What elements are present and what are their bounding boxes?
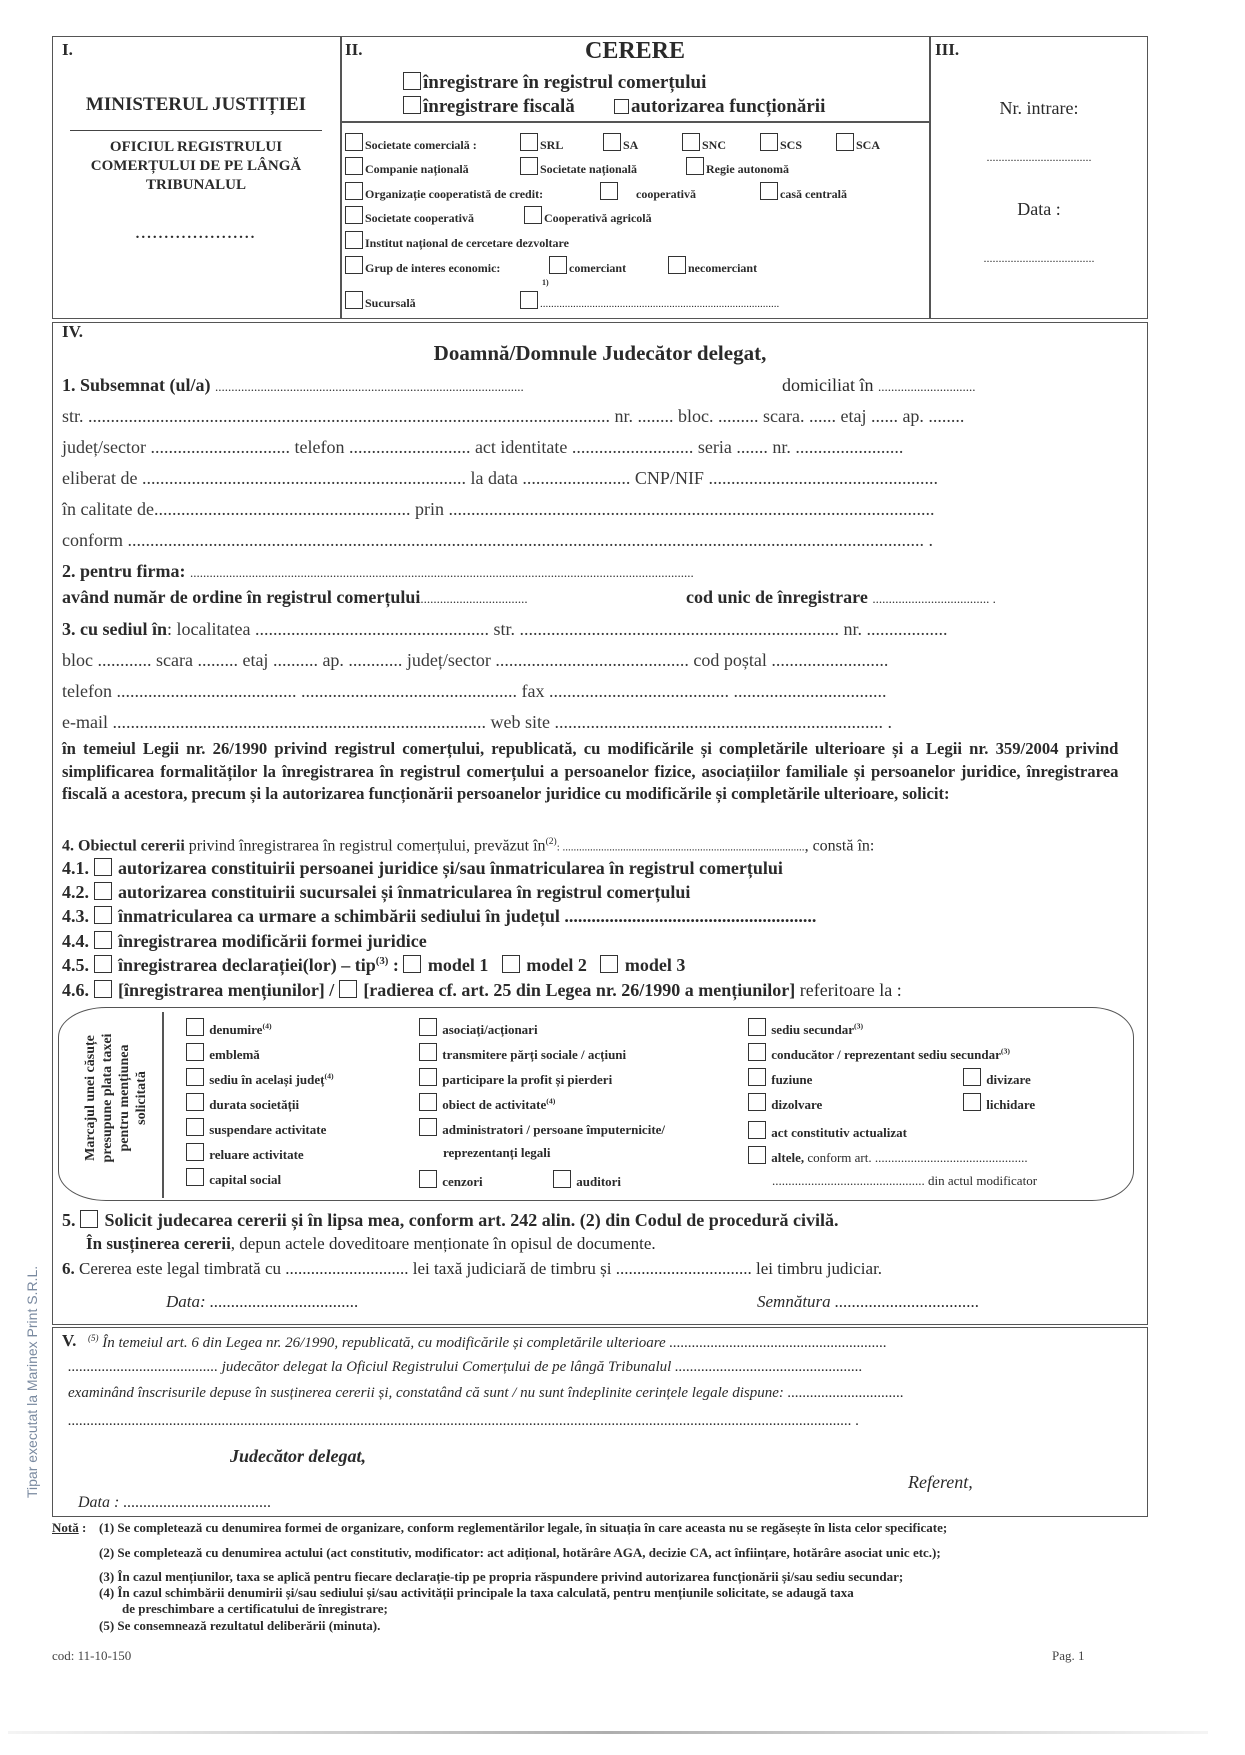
checkbox[interactable] <box>553 1170 571 1188</box>
judge-delegate: Judecător delegat, <box>230 1446 366 1466</box>
mention-denumire[interactable]: denumire$^{(4)}$ <box>186 1018 272 1038</box>
printer-credit: Tipar executat la Marinex Print S.R.L. <box>24 1265 40 1498</box>
checkbox[interactable] <box>94 980 112 998</box>
section-v-line-1[interactable]: $^{(5)}$ În temeiul art. 6 din Legea nr. 26/1990, republicată, cu modificările și completările ulterioare .......................................................... <box>88 1333 887 1351</box>
mention-lichidare[interactable]: lichidare <box>963 1093 1035 1113</box>
data-field[interactable]: ..................................... <box>983 251 1095 265</box>
office-line-2: COMERȚULUI DE PE LÂNGĂ <box>90 158 302 174</box>
entity-sa[interactable]: SA <box>603 133 638 153</box>
note-4-cont: de preschimbare a certificatului de înregistrare; <box>122 1601 388 1616</box>
checkbox[interactable] <box>186 1068 204 1086</box>
checkbox[interactable] <box>748 1121 766 1139</box>
item-4-2[interactable]: 4.2. autorizarea constituirii sucursalei și înmatricularea în registrul comerțului <box>62 882 691 902</box>
checkbox[interactable] <box>94 882 112 900</box>
field-domiciliat[interactable]: domiciliat în .............................. <box>782 375 976 395</box>
checkbox[interactable] <box>94 858 112 876</box>
checkbox[interactable] <box>419 1018 437 1036</box>
checkbox[interactable] <box>760 182 778 200</box>
mention-durata[interactable]: durata societății <box>186 1093 299 1113</box>
section-i-label: I. <box>62 40 73 59</box>
checkbox[interactable] <box>748 1068 766 1086</box>
field-email-web[interactable]: e-mail ................................................................................... web site ......................................................................... . <box>62 712 892 732</box>
entity-comerciant[interactable]: comerciant <box>549 256 626 276</box>
checkbox[interactable] <box>345 133 363 151</box>
mention-reprezentanti: reprezentanți legali <box>443 1145 551 1160</box>
item-5-judgement-absence[interactable]: 5. Solicit judecarea cererii și în lipsa mea, conform art. 242 alin. (2) din Codul de procedură civilă. <box>62 1210 839 1230</box>
mention-suspendare[interactable]: suspendare activitate <box>186 1118 326 1138</box>
checkbox[interactable] <box>603 133 621 151</box>
checkbox[interactable] <box>686 157 704 175</box>
checkbox[interactable] <box>600 955 618 973</box>
request-type-registration[interactable]: înregistrare în registrul comerțului <box>403 72 706 94</box>
entity-organizatie-cooperatista[interactable]: Organizație cooperatistă de credit: <box>345 182 543 202</box>
referent: Referent, <box>908 1472 973 1492</box>
mention-participare[interactable]: participare la profit și pierderi <box>419 1068 612 1088</box>
date-field[interactable]: Data: ................................... <box>166 1292 359 1311</box>
entity-sucursala[interactable]: Sucursală <box>345 291 416 311</box>
checkbox[interactable] <box>760 133 778 151</box>
checkbox[interactable] <box>963 1068 981 1086</box>
note-5: (5) Se consemnează rezultatul deliberării (minuta). <box>99 1618 381 1633</box>
entity-sca[interactable]: SCA <box>836 133 880 153</box>
checkbox[interactable] <box>186 1143 204 1161</box>
ministry-rule <box>70 130 322 131</box>
checkbox[interactable] <box>748 1018 766 1036</box>
note-3: (3) În cazul mențiunilor, taxa se aplică pentru fiecare declarație-tip pe propria răspundere privind autorizarea funcționării și/sau sediu secundar; <box>99 1569 904 1584</box>
nr-intrare-label: Nr. intrare: <box>999 98 1079 118</box>
checkbox[interactable] <box>836 133 854 151</box>
checkbox[interactable] <box>345 157 363 175</box>
mention-altele[interactable]: altele, conform art. ............................................... <box>748 1146 1028 1166</box>
checkbox[interactable] <box>339 980 357 998</box>
page-number: Pag. 1 <box>1052 1648 1085 1663</box>
checkbox[interactable] <box>748 1043 766 1061</box>
divider-i-ii <box>340 36 342 319</box>
mention-reluare[interactable]: reluare activitate <box>186 1143 304 1163</box>
item-6-stamp-tax[interactable]: 6. Cererea este legal timbrată cu ............................. lei taxă judiciară de timbru și ................................ lei timbru judiciar. <box>62 1259 883 1278</box>
mention-act-constitutiv[interactable]: act constitutiv actualizat <box>748 1121 907 1141</box>
checkbox[interactable] <box>419 1043 437 1061</box>
checkbox[interactable] <box>520 157 538 175</box>
checkbox[interactable] <box>748 1146 766 1164</box>
section-v-label: V. <box>62 1331 77 1350</box>
section-v-date[interactable]: Data : ..................................... <box>78 1494 272 1511</box>
checkbox[interactable] <box>403 96 421 114</box>
checkbox[interactable] <box>345 291 363 309</box>
checkbox[interactable] <box>520 291 538 309</box>
checkbox[interactable] <box>549 256 567 274</box>
field-sediu[interactable]: 3. cu sediul în: localitatea .................................................... str. ....................................................................... nr. .................. <box>62 619 948 639</box>
checkbox[interactable] <box>186 1093 204 1111</box>
mentions-side-label: Marcajul unei căsuțe presupune plata taxei pentru mențiunea solicitată <box>83 1033 149 1163</box>
checkbox[interactable] <box>963 1093 981 1111</box>
data-label: Data : <box>1017 199 1061 219</box>
mention-sediu-judet[interactable]: sediu în același județ$^{(4)}$ <box>186 1068 334 1088</box>
checkbox[interactable] <box>345 206 363 224</box>
request-type-fiscal[interactable]: înregistrare fiscală <box>403 96 575 118</box>
entity-societate-cooperativa[interactable]: Societate cooperativă <box>345 206 474 226</box>
field-subsemnat[interactable]: 1. Subsemnat (ul/a) ............................................................................................... <box>62 375 524 395</box>
checkbox[interactable] <box>419 1170 437 1188</box>
checkbox[interactable] <box>524 206 542 224</box>
mention-divizare[interactable]: divizare <box>963 1068 1031 1088</box>
mention-conducator[interactable]: conducător / reprezentant sediu secundar$^{(3)}$ <box>748 1043 1010 1063</box>
item-4-4[interactable]: 4.4. înregistrarea modificării formei juridice <box>62 931 427 951</box>
mention-altele-act[interactable]: ............................................... din actul modificator <box>772 1173 1038 1188</box>
item-4-6[interactable]: 4.6. [înregistrarea mențiunilor] / [radierea cf. art. 25 din Legea nr. 26/1990 a mențiunilor] referitoare la : <box>62 980 902 1000</box>
field-calitate[interactable]: în calitate de......................................................... prin ............................................................................................................ <box>62 499 935 519</box>
entity-casa-centrala[interactable]: casă centrală <box>760 182 847 202</box>
checkbox[interactable] <box>419 1118 437 1136</box>
mention-auditori[interactable]: auditori <box>553 1170 621 1190</box>
field-numar-ordine[interactable]: având număr de ordine în registrul comerțului................................. <box>62 587 528 607</box>
entity-other-sup: 1) <box>542 278 549 287</box>
section-v-line-4[interactable]: ................................................................................................................................................................................................................. . <box>68 1413 860 1429</box>
office-line-3: TRIBUNALUL <box>145 177 247 193</box>
item-4-3[interactable]: 4.3. înmatricularea ca urmare a schimbării sediului în județul ........................................................ <box>62 906 817 926</box>
checkbox[interactable] <box>502 955 520 973</box>
checkbox[interactable] <box>520 133 538 151</box>
mention-capital[interactable]: capital social <box>186 1168 281 1188</box>
entity-necomerciant[interactable]: necomerciant <box>668 256 757 276</box>
field-sediu-bloc[interactable]: bloc ............ scara ......... etaj .......... ap. ............ județ/sector ........................................... cod poștal .......................... <box>62 650 889 670</box>
nr-intrare-field[interactable]: ................................... <box>986 150 1092 164</box>
checkbox[interactable] <box>94 931 112 949</box>
field-eliberat[interactable]: eliberat de ........................................................................ la data ........................ CNP/NIF ................................................... <box>62 468 938 488</box>
request-title: CERERE <box>584 38 686 64</box>
item-4-1[interactable]: 4.1. autorizarea constituirii persoanei juridice și/sau înmatricularea în registrul comerțului <box>62 858 783 878</box>
checkbox[interactable] <box>403 72 421 90</box>
request-type-authorization[interactable]: autorizarea funcționării <box>614 96 825 118</box>
field-judet-telefon[interactable]: județ/sector ............................... telefon ........................... act identitate ........................... seria ....... nr. ........................ <box>62 437 904 457</box>
checkbox[interactable] <box>668 256 686 274</box>
mention-fuziune[interactable]: fuziune <box>748 1068 812 1088</box>
support-documents: În susținerea cererii, depun actele doveditoare menționate în opisul de documente. <box>86 1234 656 1253</box>
checkbox[interactable] <box>614 99 629 114</box>
page-edge-shadow <box>8 1731 1208 1734</box>
entity-grup-interes[interactable]: Grup de interes economic: <box>345 256 500 276</box>
salutation: Doamnă/Domnule Judecător delegat, <box>433 341 767 365</box>
legal-basis-text: în temeiul Legii nr. 26/1990 privind registrul comerțului, republicată, cu modificările și completările ulterioare și a Legii nr. 359/2004 privind simplificarea formalităților la înregistrarea în registrul comerțului a persoanelor fizice, asociațiilor familiale și persoanelor juridice, înregistrarea fiscală a acestora, precum și la autorizarea funcționării persoanelor juridice cu modificările și completările ulterioare, solicit: <box>62 739 1119 803</box>
signature-field[interactable]: Semnătura .................................. <box>757 1292 980 1311</box>
mention-dizolvare[interactable]: dizolvare <box>748 1093 822 1113</box>
section-ii-label: II. <box>345 40 363 59</box>
mention-cenzori[interactable]: cenzori <box>419 1170 483 1190</box>
mention-obiect[interactable]: obiect de activitate$^{(4)}$ <box>419 1093 555 1113</box>
checkbox[interactable] <box>80 1210 98 1228</box>
mention-administratori[interactable]: administratori / persoane împuternicite/ <box>419 1118 665 1138</box>
entity-other[interactable]: ....................................................................................... <box>520 291 779 310</box>
section-iii-label: III. <box>935 40 960 59</box>
note-2: (2) Se completează cu denumirea actului (act constitutiv, modificator: act adițional, hotărâre AGA, decizie CA, act înființare, hotărâre asociat unic etc.); <box>99 1545 941 1560</box>
field-cui[interactable]: cod unic de înregistrare .................................... . <box>686 587 996 607</box>
entity-row-1: Societate comercială : <box>345 133 477 153</box>
entity-institut-national[interactable]: Institut național de cercetare dezvoltare <box>345 231 569 251</box>
section-v-line-2[interactable]: ........................................ judecător delegat la Oficiul Registrului Comerțului de pe lângă Tribunalul .................................................. <box>68 1359 863 1375</box>
entity-srl[interactable]: SRL <box>520 133 563 153</box>
divider-ii-header <box>340 121 930 123</box>
checkbox[interactable] <box>186 1118 204 1136</box>
mention-transmitere[interactable]: transmitere părți sociale / acțiuni <box>419 1043 626 1063</box>
entity-regie-autonoma[interactable]: Regie autonomă <box>686 157 789 177</box>
checkbox[interactable] <box>403 955 421 973</box>
checkbox[interactable] <box>345 182 363 200</box>
section-iv-label: IV. <box>62 322 83 341</box>
field-address-street[interactable]: str. .................................................................................................................... nr. ........ bloc. ......... scara. ...... etaj ...... ap. ........ <box>62 406 965 426</box>
mention-sediu-secundar[interactable]: sediu secundar$^{(3)}$ <box>748 1018 863 1038</box>
mention-asociati[interactable]: asociați/acționari <box>419 1018 538 1038</box>
entity-societate-nationala[interactable]: Societate națională <box>520 157 637 177</box>
checkbox[interactable] <box>186 1043 204 1061</box>
checkbox[interactable] <box>94 955 112 973</box>
entity-cooperativa[interactable]: cooperativă <box>600 182 696 202</box>
entity-snc[interactable]: SNC <box>682 133 726 153</box>
office-line-1: OFICIUL REGISTRULUI <box>109 139 283 155</box>
field-firma[interactable]: 2. pentru firma: ........................................................................................................................................................... <box>62 561 694 581</box>
checkbox[interactable] <box>682 133 700 151</box>
field-conform[interactable]: conform ................................................................................................................................................................................. . <box>62 530 933 550</box>
checkbox[interactable] <box>186 1018 204 1036</box>
object-of-request[interactable]: 4. Obiectul cererii privind înregistrarea în registrul comerțului, prevăzut $în^{(2)}$: ........................................................................................, constă în: <box>62 836 875 855</box>
checkbox[interactable] <box>419 1068 437 1086</box>
divider-ii-iii <box>929 36 931 319</box>
note-4: (4) În cazul schimbării denumirii și/sau sediului și/sau activității principale la taxa calculată, pentru mențiunile solicitate, se adaugă taxa <box>99 1585 854 1600</box>
checkbox[interactable] <box>345 231 363 249</box>
entity-companie-nationala[interactable]: Companie națională <box>345 157 469 177</box>
checkbox[interactable] <box>600 182 618 200</box>
mentions-divider <box>162 1012 164 1198</box>
field-telefon-fax[interactable]: telefon ........................................ ................................................ fax ........................................ .................................. <box>62 681 887 701</box>
mention-emblema[interactable]: emblemă <box>186 1043 260 1063</box>
entity-scs[interactable]: SCS <box>760 133 802 153</box>
checkbox[interactable] <box>186 1168 204 1186</box>
ministry-name: MINISTERUL JUSTIȚIEI <box>85 94 307 115</box>
note-1: (1) Se completează cu denumirea formei de organizare, conform reglementărilor legale, în situația în care aceasta nu se regăsește în lista celor specificate; <box>99 1520 948 1535</box>
checkbox[interactable] <box>94 906 112 924</box>
checkbox[interactable] <box>345 256 363 274</box>
section-v-line-3[interactable]: examinând înscrisurile depuse în susținerea cererii și, constatând că sunt / nu sunt îndeplinite cerințele legale dispune: ............................... <box>68 1385 904 1401</box>
checkbox[interactable] <box>748 1093 766 1111</box>
form-code: cod: 11-10-150 <box>52 1648 132 1663</box>
item-4-5[interactable]: 4.5. înregistrarea declarației(lor) – tip$^{(3)}$ : model 1 model 2 model 3 <box>62 955 686 975</box>
checkbox[interactable] <box>419 1093 437 1111</box>
tribunal-field[interactable]: ..................... <box>135 226 257 242</box>
entity-cooperativa-agricola[interactable]: Cooperativă agricolă <box>524 206 652 226</box>
notes-label: Notă : <box>52 1520 87 1535</box>
